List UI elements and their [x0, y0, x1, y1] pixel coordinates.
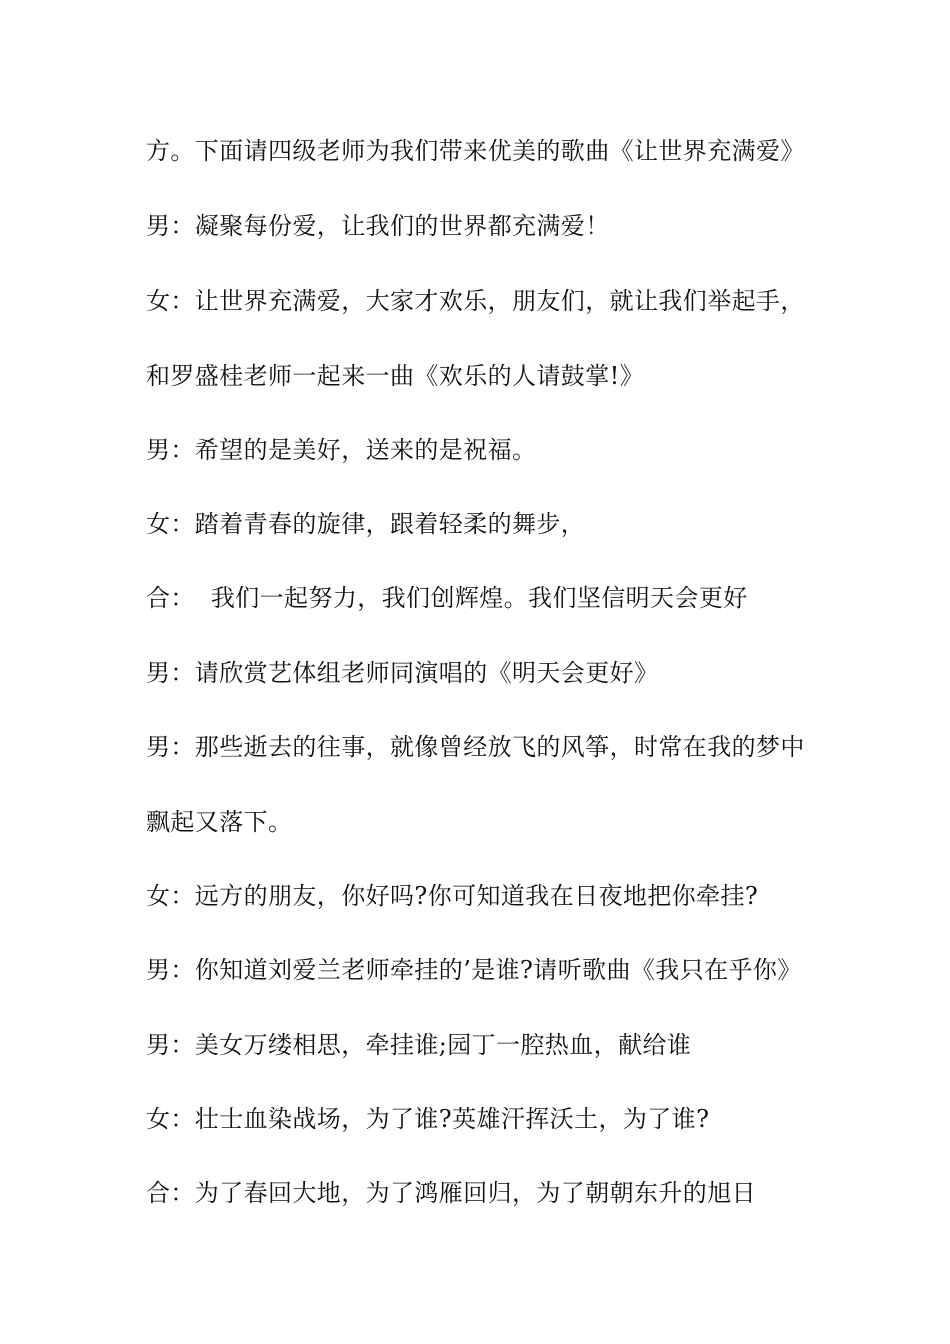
text-line: 女：踏着青春的旋律，跟着轻柔的舞步， — [146, 510, 586, 538]
text-line: 和罗盛桂老师一起来一曲《欢乐的人请鼓掌!》 — [146, 362, 645, 390]
text-line: 男：请欣赏艺体组老师同演唱的《明天会更好》 — [146, 659, 659, 687]
text-line: 飘起又落下。 — [146, 808, 293, 836]
text-line: 男：你知道刘爱兰老师牵挂的’是谁?请听歌曲《我只在乎你》 — [146, 956, 802, 984]
text-line: 方。下面请四级老师为我们带来优美的歌曲《让世界充满爱》 — [146, 137, 805, 165]
text-line: 女：让世界充满爱，大家才欢乐，朋友们，就让我们举起手， — [146, 287, 805, 315]
text-line: 男：希望的是美好，送来的是祝福。 — [146, 436, 537, 464]
text-line: 男：美女万缕相思，牵挂谁;园丁一腔热血，献给谁 — [146, 1031, 692, 1059]
text-line: 男：那些逝去的往事，就像曾经放飞的风筝，时常在我的梦中 — [146, 733, 805, 761]
text-line: 合：为了春回大地，为了鸿雁回归，为了朝朝东升的旭日 — [146, 1179, 756, 1207]
text-line: 男：凝聚每份爱，让我们的世界都充满爱！ — [146, 212, 610, 240]
text-line: 女：壮士血染战场，为了谁?英雄汗挥沃土，为了谁? — [146, 1105, 710, 1133]
text-line: 女：远方的朋友，你好吗?你可知道我在日夜地把你牵挂? — [146, 882, 759, 910]
text-line: 合： 我们一起努力，我们创辉煌。我们坚信明天会更好 — [146, 584, 748, 612]
